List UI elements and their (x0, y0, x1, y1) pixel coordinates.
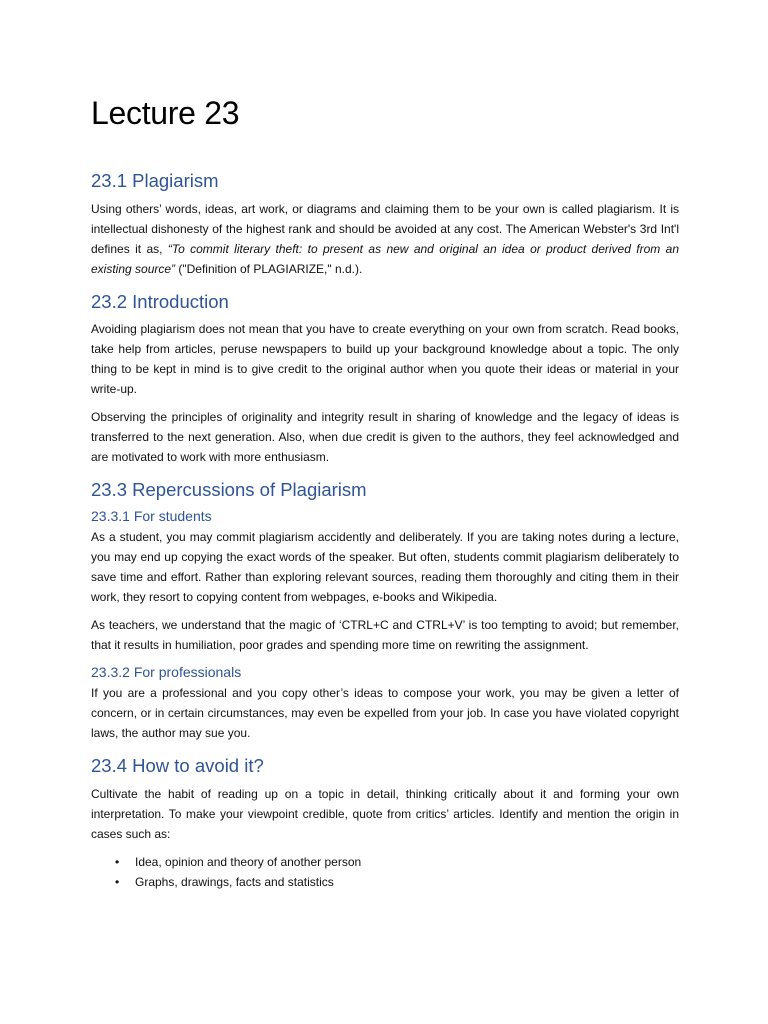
subsection-heading: 23.3.2 For professionals (91, 664, 242, 681)
section-introduction (91, 291, 679, 467)
section-how-to-avoid (91, 755, 679, 891)
section-plagiarism (91, 170, 679, 278)
bullet-text: Idea, opinion and theory of another person (135, 854, 362, 869)
definition-quote: “To commit literary theft: to present as new and original an idea or product derived from an existing source” (91, 241, 679, 276)
paragraph: As teachers, we understand that the magic of ‘CTRL+C and CTRL+V’ is too tempting to avoid; but remember, that it results in humiliation, poor grades and spending more time on rewriting the assignment. (91, 618, 679, 653)
section-heading: 23.1 Plagiarism (91, 170, 219, 192)
bullet-item (115, 872, 679, 892)
paragraph: If you are a professional and you copy other’s ideas to compose your work, you may be given a letter of concern, or in certain circumstances, may even be expelled from your job. In case you have violated copyright laws, the author may sue you. (91, 686, 679, 741)
paragraph (91, 199, 679, 279)
page-title: Lecture 23 (91, 95, 240, 131)
paragraph: Cultivate the habit of reading up on a topic in detail, thinking critically about it and forming your own interpretation. To make your viewpoint credible, quote from critics’ articles. Identify and mention the origin in cases such as: (91, 786, 679, 841)
bullet-icon: • (115, 854, 120, 869)
section-heading: 23.3 Repercussions of Plagiarism (91, 478, 367, 500)
citation-text: ("Definition of PLAGIARIZE," n.d.). (175, 261, 363, 276)
bullet-list (91, 852, 679, 892)
paragraph: Observing the principles of originality and integrity result in sharing of knowledge and the legacy of ideas is transferred to the next generation. Also, when due credit is given to the authors, they feel acknowledged and are motivated to work with more enthusiasm. (91, 409, 679, 464)
paragraph-text: Using others’ words, ideas, art work, or diagrams and claiming them to be your own is called plagiarism. It is intellectual dishonesty of the highest rank and should be avoided at any cost. The American Webster's 3rd Int'l defines it as, (91, 201, 679, 256)
bullet-icon: • (115, 874, 120, 889)
section-heading: 23.2 Introduction (91, 290, 229, 312)
paragraph: Avoiding plagiarism does not mean that you have to create everything on your own from scratch. Read books, take help from articles, peruse newspapers to build up your background knowledge about a topic. The only thing to be kept in mind is to give credit to the original author when you quote their ideas or material in your write-up. (91, 321, 679, 396)
subsection-heading: 23.3.1 For students (91, 507, 212, 524)
paragraph: As a student, you may commit plagiarism accidently and deliberately. If you are taking notes during a lecture, you may end up copying the exact words of the speaker. But often, students commit plagiarism deliberately to save time and effort. Rather than exploring relevant sources, reading them thoroughly and citing them in their work, they resort to copying content from webpages, e-books and Wikipedia. (91, 530, 679, 605)
bullet-text: Graphs, drawings, facts and statistics (135, 874, 334, 889)
section-repercussions (91, 479, 679, 744)
bullet-item (115, 852, 679, 872)
section-heading: 23.4 How to avoid it? (91, 755, 264, 777)
